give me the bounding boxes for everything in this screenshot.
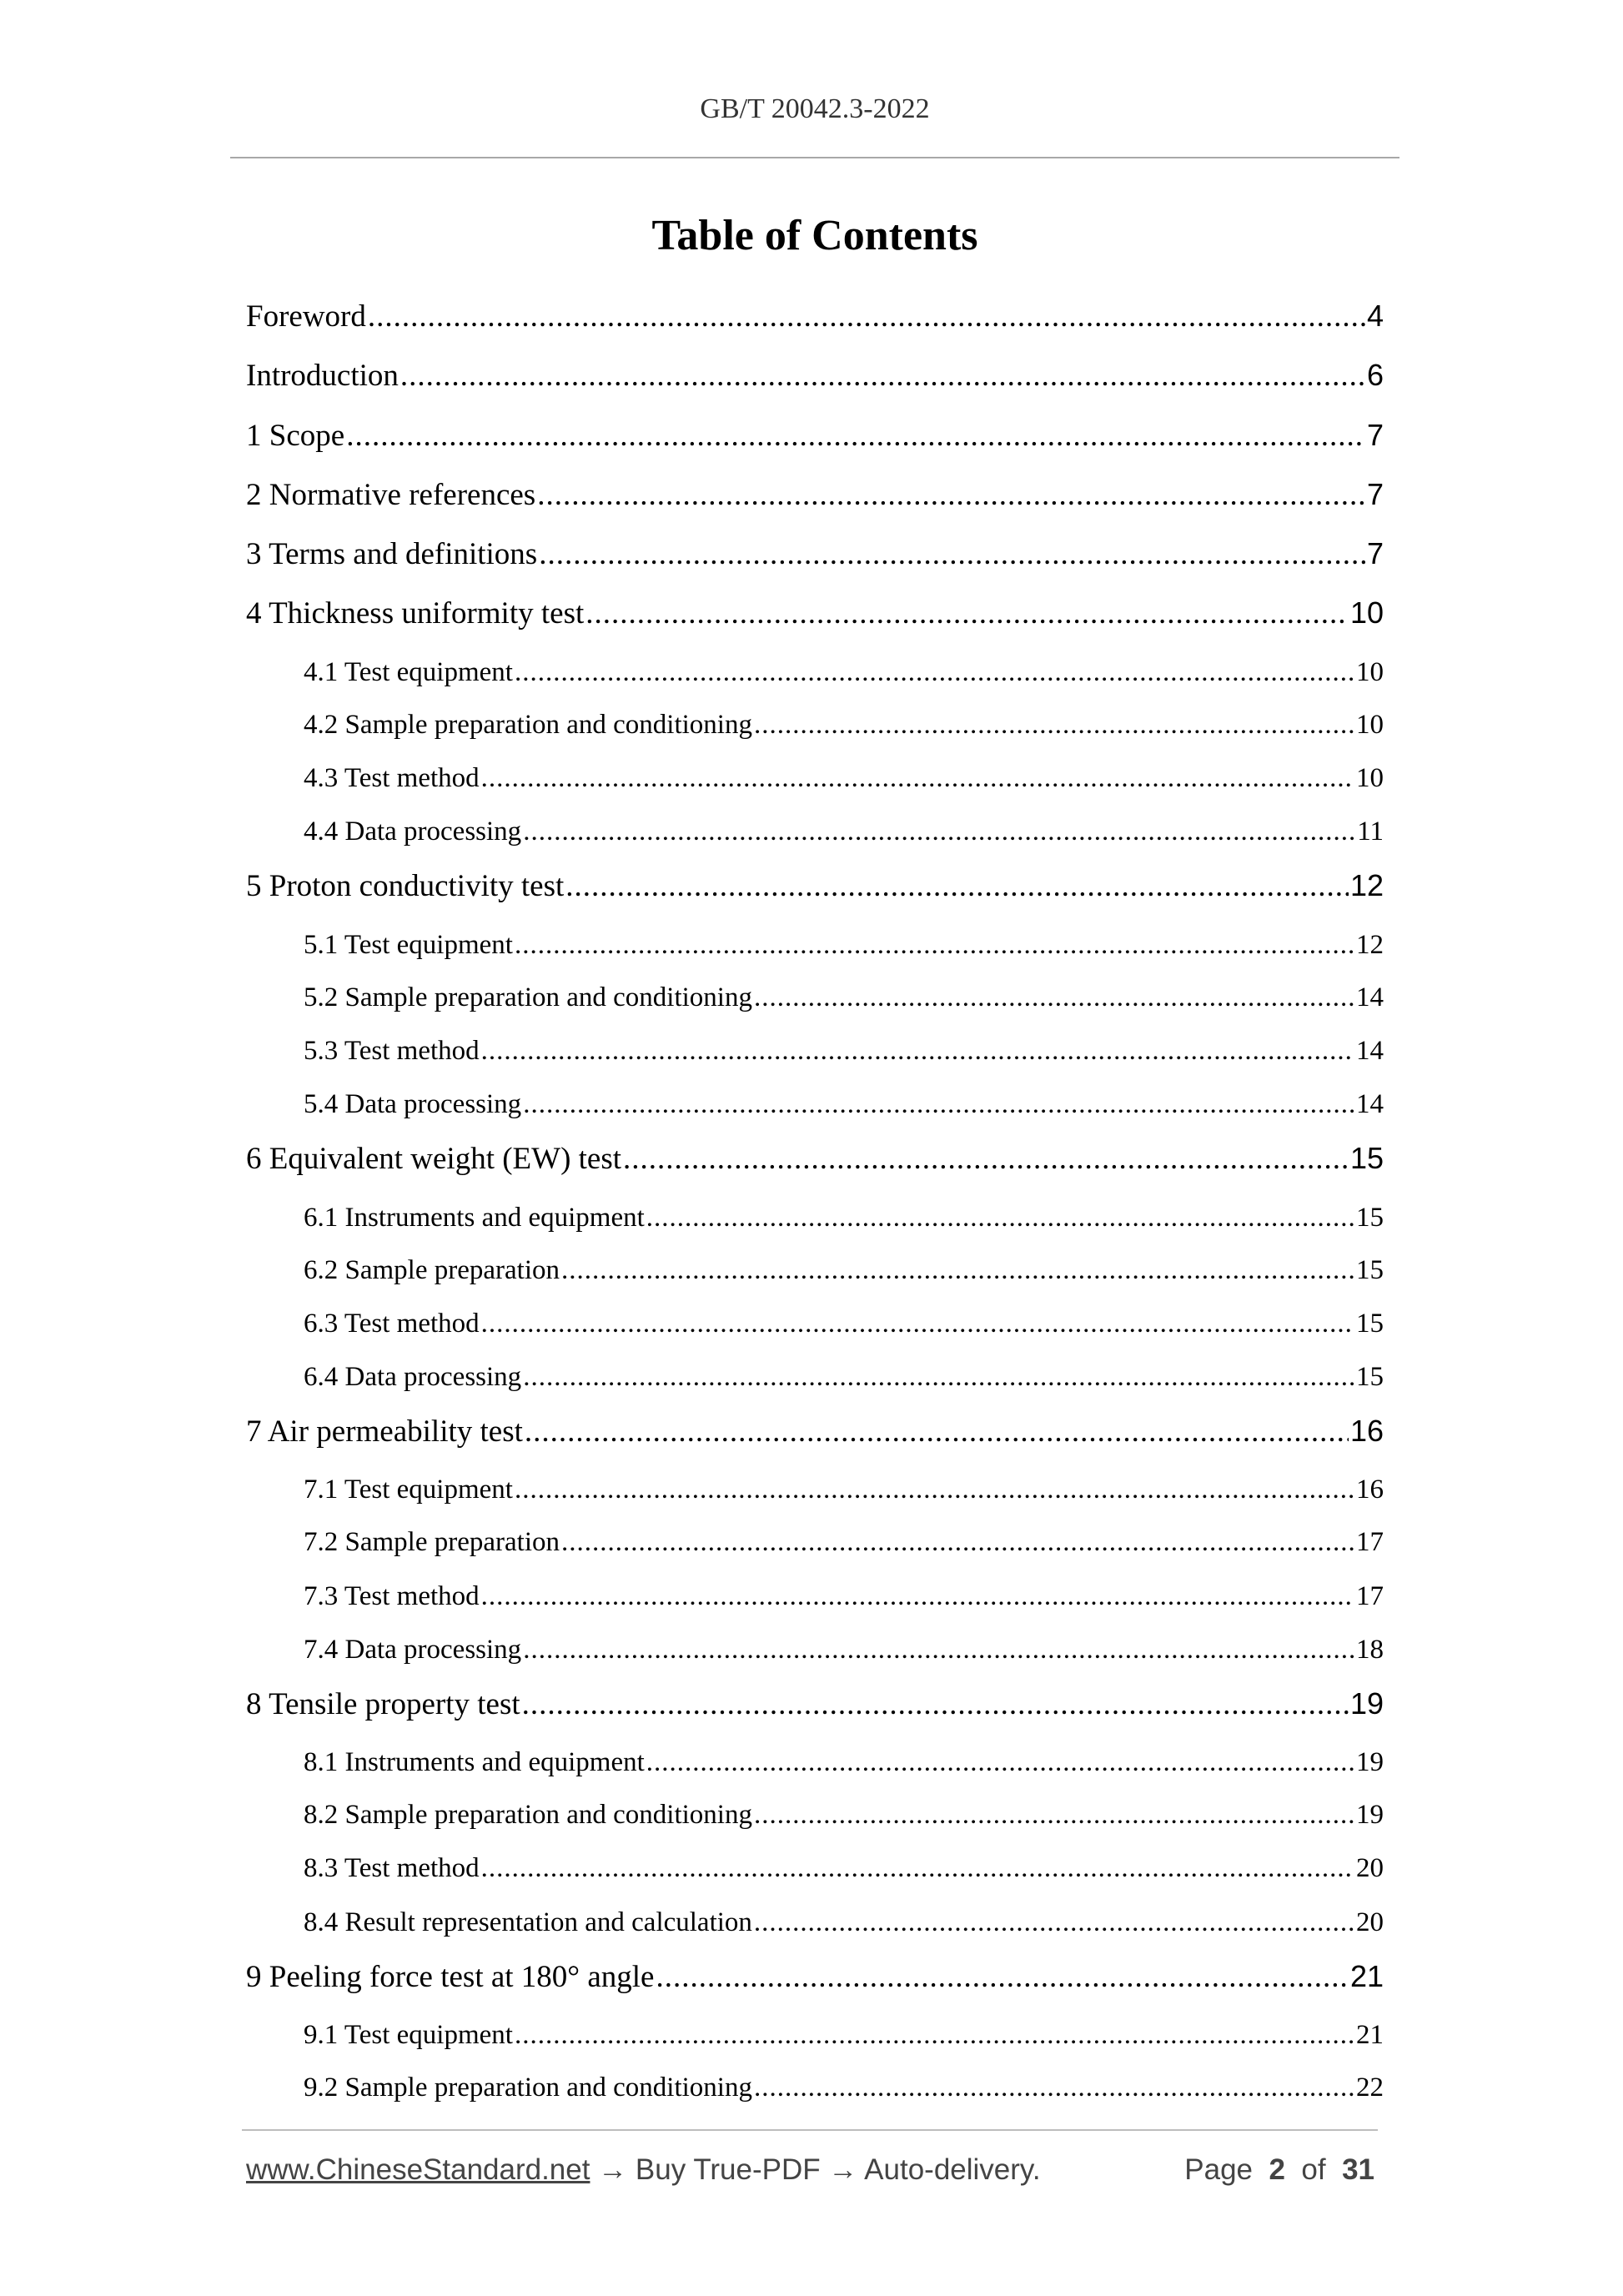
toc-entry-title: 5.2 Sample preparation and conditioning — [304, 982, 752, 1012]
dot-leader — [481, 1299, 1354, 1348]
footer-promo — [246, 2153, 1041, 2187]
toc-entry-title: 7.1 Test equipment — [304, 1475, 513, 1505]
dot-leader — [368, 292, 1365, 342]
toc-entry-title: Introduction — [246, 359, 399, 394]
toc-entry-title: Foreword — [246, 299, 366, 334]
dot-leader — [754, 973, 1354, 1022]
toc-entry-title: 6.4 Data processing — [304, 1361, 522, 1392]
dot-leader — [481, 754, 1354, 802]
toc-subsection-entry[interactable] — [246, 807, 1384, 861]
toc-page-number: 4 — [1366, 299, 1384, 333]
page-indicator — [1184, 2153, 1374, 2187]
dot-leader — [561, 1518, 1354, 1566]
toc-subsection-entry[interactable] — [246, 1080, 1384, 1133]
toc-page-number: 17 — [1356, 1527, 1384, 1558]
toc-entry-title: 9.2 Sample preparation and conditioning — [304, 2072, 752, 2103]
dot-leader — [537, 470, 1365, 520]
toc-entry-title: 9.1 Test equipment — [304, 2020, 513, 2051]
dot-leader — [585, 589, 1349, 639]
dot-leader — [400, 351, 1365, 401]
dot-leader — [522, 1680, 1349, 1730]
dot-leader — [754, 2063, 1354, 2112]
toc-page-number: 10 — [1356, 656, 1384, 687]
footer-tagline: → Buy True-PDF → Auto-delivery. — [590, 2153, 1041, 2186]
toc-entry-title: 6.1 Instruments and equipment — [304, 1202, 645, 1233]
dot-leader — [754, 1791, 1354, 1839]
dot-leader — [523, 1353, 1354, 1401]
toc-entry-title: 5 Proton conductivity test — [246, 869, 565, 904]
dot-leader — [754, 701, 1354, 749]
dot-leader — [623, 1134, 1349, 1184]
toc-entry-title: 4 Thickness uniformity test — [246, 596, 585, 631]
toc-page-number: 19 — [1349, 1686, 1384, 1721]
footer-rule — [242, 2129, 1378, 2131]
toc-entry-title: 8.4 Result representation and calculation — [304, 1907, 752, 1937]
toc-page-number: 17 — [1356, 1580, 1384, 1611]
toc-subsection-entry[interactable] — [246, 921, 1384, 973]
page-footer — [246, 2153, 1384, 2195]
toc-page-number: 22 — [1356, 2072, 1384, 2103]
toc-entry-title: 5.1 Test equipment — [304, 929, 513, 960]
toc-section-entry[interactable] — [246, 1952, 1384, 2011]
toc-entry-title: 3 Terms and definitions — [246, 537, 538, 572]
toc-page-number: 15 — [1356, 1361, 1384, 1392]
toc-entry-title: 4.1 Test equipment — [304, 656, 513, 687]
toc-subsection-entry[interactable] — [246, 1518, 1384, 1571]
toc-page-number: 6 — [1366, 358, 1384, 393]
toc-page-number: 14 — [1356, 1035, 1384, 1066]
toc-subsection-entry[interactable] — [246, 1027, 1384, 1080]
page-of-label: of — [1301, 2153, 1326, 2186]
toc-page-number: 10 — [1356, 709, 1384, 740]
toc-page-number: 10 — [1349, 595, 1384, 631]
toc-page-number: 15 — [1356, 1254, 1384, 1285]
toc-entry-title: 6.2 Sample preparation — [304, 1254, 560, 1285]
dot-leader — [346, 411, 1365, 461]
toc-page-number: 7 — [1366, 476, 1384, 511]
toc-page-number: 14 — [1356, 1089, 1384, 1120]
toc-subsection-entry[interactable] — [246, 2063, 1384, 2117]
toc-page-number: 12 — [1356, 929, 1384, 960]
toc-section-entry[interactable] — [246, 529, 1384, 588]
toc-entry-title: 7.3 Test method — [304, 1580, 480, 1611]
table-of-contents — [246, 291, 1384, 2117]
toc-subsection-entry[interactable] — [246, 1898, 1384, 1952]
dot-leader — [515, 648, 1354, 696]
toc-page-number: 16 — [1349, 1414, 1384, 1449]
toc-page-number: 21 — [1356, 2020, 1384, 2051]
toc-subsection-entry[interactable] — [246, 1193, 1384, 1246]
toc-subsection-entry[interactable] — [246, 1738, 1384, 1791]
toc-page-number: 20 — [1356, 1907, 1384, 1937]
toc-section-entry[interactable] — [246, 291, 1384, 350]
toc-section-entry[interactable] — [246, 470, 1384, 529]
toc-subsection-entry[interactable] — [246, 754, 1384, 807]
toc-page-number: 7 — [1366, 536, 1384, 571]
toc-subsection-entry[interactable] — [246, 1465, 1384, 1518]
dot-leader — [525, 1407, 1349, 1457]
document-id: GB/T 20042.3-2022 — [700, 93, 930, 124]
toc-entry-title: 7.4 Data processing — [304, 1634, 522, 1665]
dot-leader — [754, 1898, 1354, 1947]
toc-subsection-entry[interactable] — [246, 1353, 1384, 1406]
toc-page-number: 19 — [1356, 1747, 1384, 1778]
dot-leader — [565, 862, 1349, 912]
dot-leader — [481, 1572, 1354, 1620]
toc-subsection-entry[interactable] — [246, 701, 1384, 754]
toc-entry-title: 4.4 Data processing — [304, 816, 522, 847]
toc-page-number: 14 — [1356, 982, 1384, 1012]
toc-subsection-entry[interactable] — [246, 648, 1384, 701]
toc-subsection-entry[interactable] — [246, 1299, 1384, 1353]
toc-subsection-entry[interactable] — [246, 1246, 1384, 1299]
toc-section-entry[interactable] — [246, 1406, 1384, 1465]
toc-page-number: 7 — [1366, 417, 1384, 452]
dot-leader — [561, 1246, 1354, 1294]
dot-leader — [515, 2011, 1354, 2059]
toc-page-number: 11 — [1357, 816, 1384, 847]
dot-leader — [656, 1952, 1348, 2002]
website-link[interactable]: www.ChineseStandard.net — [246, 2153, 590, 2186]
toc-page-number: 20 — [1356, 1853, 1384, 1884]
toc-subsection-entry[interactable] — [246, 973, 1384, 1027]
toc-page-number: 19 — [1356, 1800, 1384, 1831]
current-page-number: 2 — [1269, 2153, 1285, 2186]
toc-subsection-entry[interactable] — [246, 1572, 1384, 1625]
toc-entry-title: 7.2 Sample preparation — [304, 1527, 560, 1558]
toc-entry-title: 9 Peeling force test at 180° angle — [246, 1959, 655, 1994]
toc-entry-title: 4.3 Test method — [304, 762, 480, 793]
toc-entry-title: 8.3 Test method — [304, 1853, 480, 1884]
toc-section-entry[interactable] — [246, 350, 1384, 409]
toc-entry-title: 8.1 Instruments and equipment — [304, 1747, 645, 1778]
header-rule — [230, 157, 1399, 158]
toc-entry-title: 6.3 Test method — [304, 1308, 480, 1339]
dot-leader — [523, 1080, 1354, 1128]
toc-section-entry[interactable] — [246, 1679, 1384, 1738]
dot-leader — [481, 1844, 1354, 1892]
toc-page-number: 16 — [1356, 1475, 1384, 1505]
total-pages-number: 31 — [1342, 2153, 1374, 2186]
toc-entry-title: 5.4 Data processing — [304, 1089, 522, 1120]
toc-subsection-entry[interactable] — [246, 1791, 1384, 1844]
dot-leader — [523, 807, 1355, 856]
toc-subsection-entry[interactable] — [246, 1625, 1384, 1679]
toc-entry-title: 6 Equivalent weight (EW) test — [246, 1142, 622, 1177]
dot-leader — [646, 1738, 1354, 1786]
dot-leader — [515, 1465, 1354, 1514]
toc-page-number: 15 — [1356, 1308, 1384, 1339]
toc-page-number: 18 — [1356, 1634, 1384, 1665]
dot-leader — [481, 1027, 1354, 1075]
toc-section-entry[interactable] — [246, 1133, 1384, 1193]
page-title: Table of Contents — [651, 212, 978, 259]
toc-subsection-entry[interactable] — [246, 2011, 1384, 2063]
toc-entry-title: 5.3 Test method — [304, 1035, 480, 1066]
toc-entry-title: 2 Normative references — [246, 477, 536, 512]
toc-entry-title: 7 Air permeability test — [246, 1414, 523, 1449]
dot-leader — [646, 1193, 1354, 1242]
toc-entry-title: 4.2 Sample preparation and conditioning — [304, 709, 752, 740]
toc-page-number: 15 — [1356, 1202, 1384, 1233]
toc-section-entry[interactable] — [246, 861, 1384, 920]
dot-leader — [523, 1625, 1354, 1674]
toc-page-number: 12 — [1349, 868, 1384, 903]
toc-section-entry[interactable] — [246, 410, 1384, 470]
toc-section-entry[interactable] — [246, 588, 1384, 647]
page-label: Page — [1184, 2153, 1254, 2186]
running-header — [230, 93, 1399, 125]
toc-page-number: 15 — [1349, 1141, 1384, 1176]
toc-subsection-entry[interactable] — [246, 1844, 1384, 1897]
dot-leader — [539, 530, 1365, 580]
toc-entry-title: 1 Scope — [246, 418, 345, 453]
toc-page-number: 21 — [1349, 1958, 1384, 1993]
toc-entry-title: 8.2 Sample preparation and conditioning — [304, 1800, 752, 1831]
dot-leader — [515, 921, 1354, 969]
toc-entry-title: 8 Tensile property test — [246, 1686, 520, 1721]
toc-page-number: 10 — [1356, 762, 1384, 793]
